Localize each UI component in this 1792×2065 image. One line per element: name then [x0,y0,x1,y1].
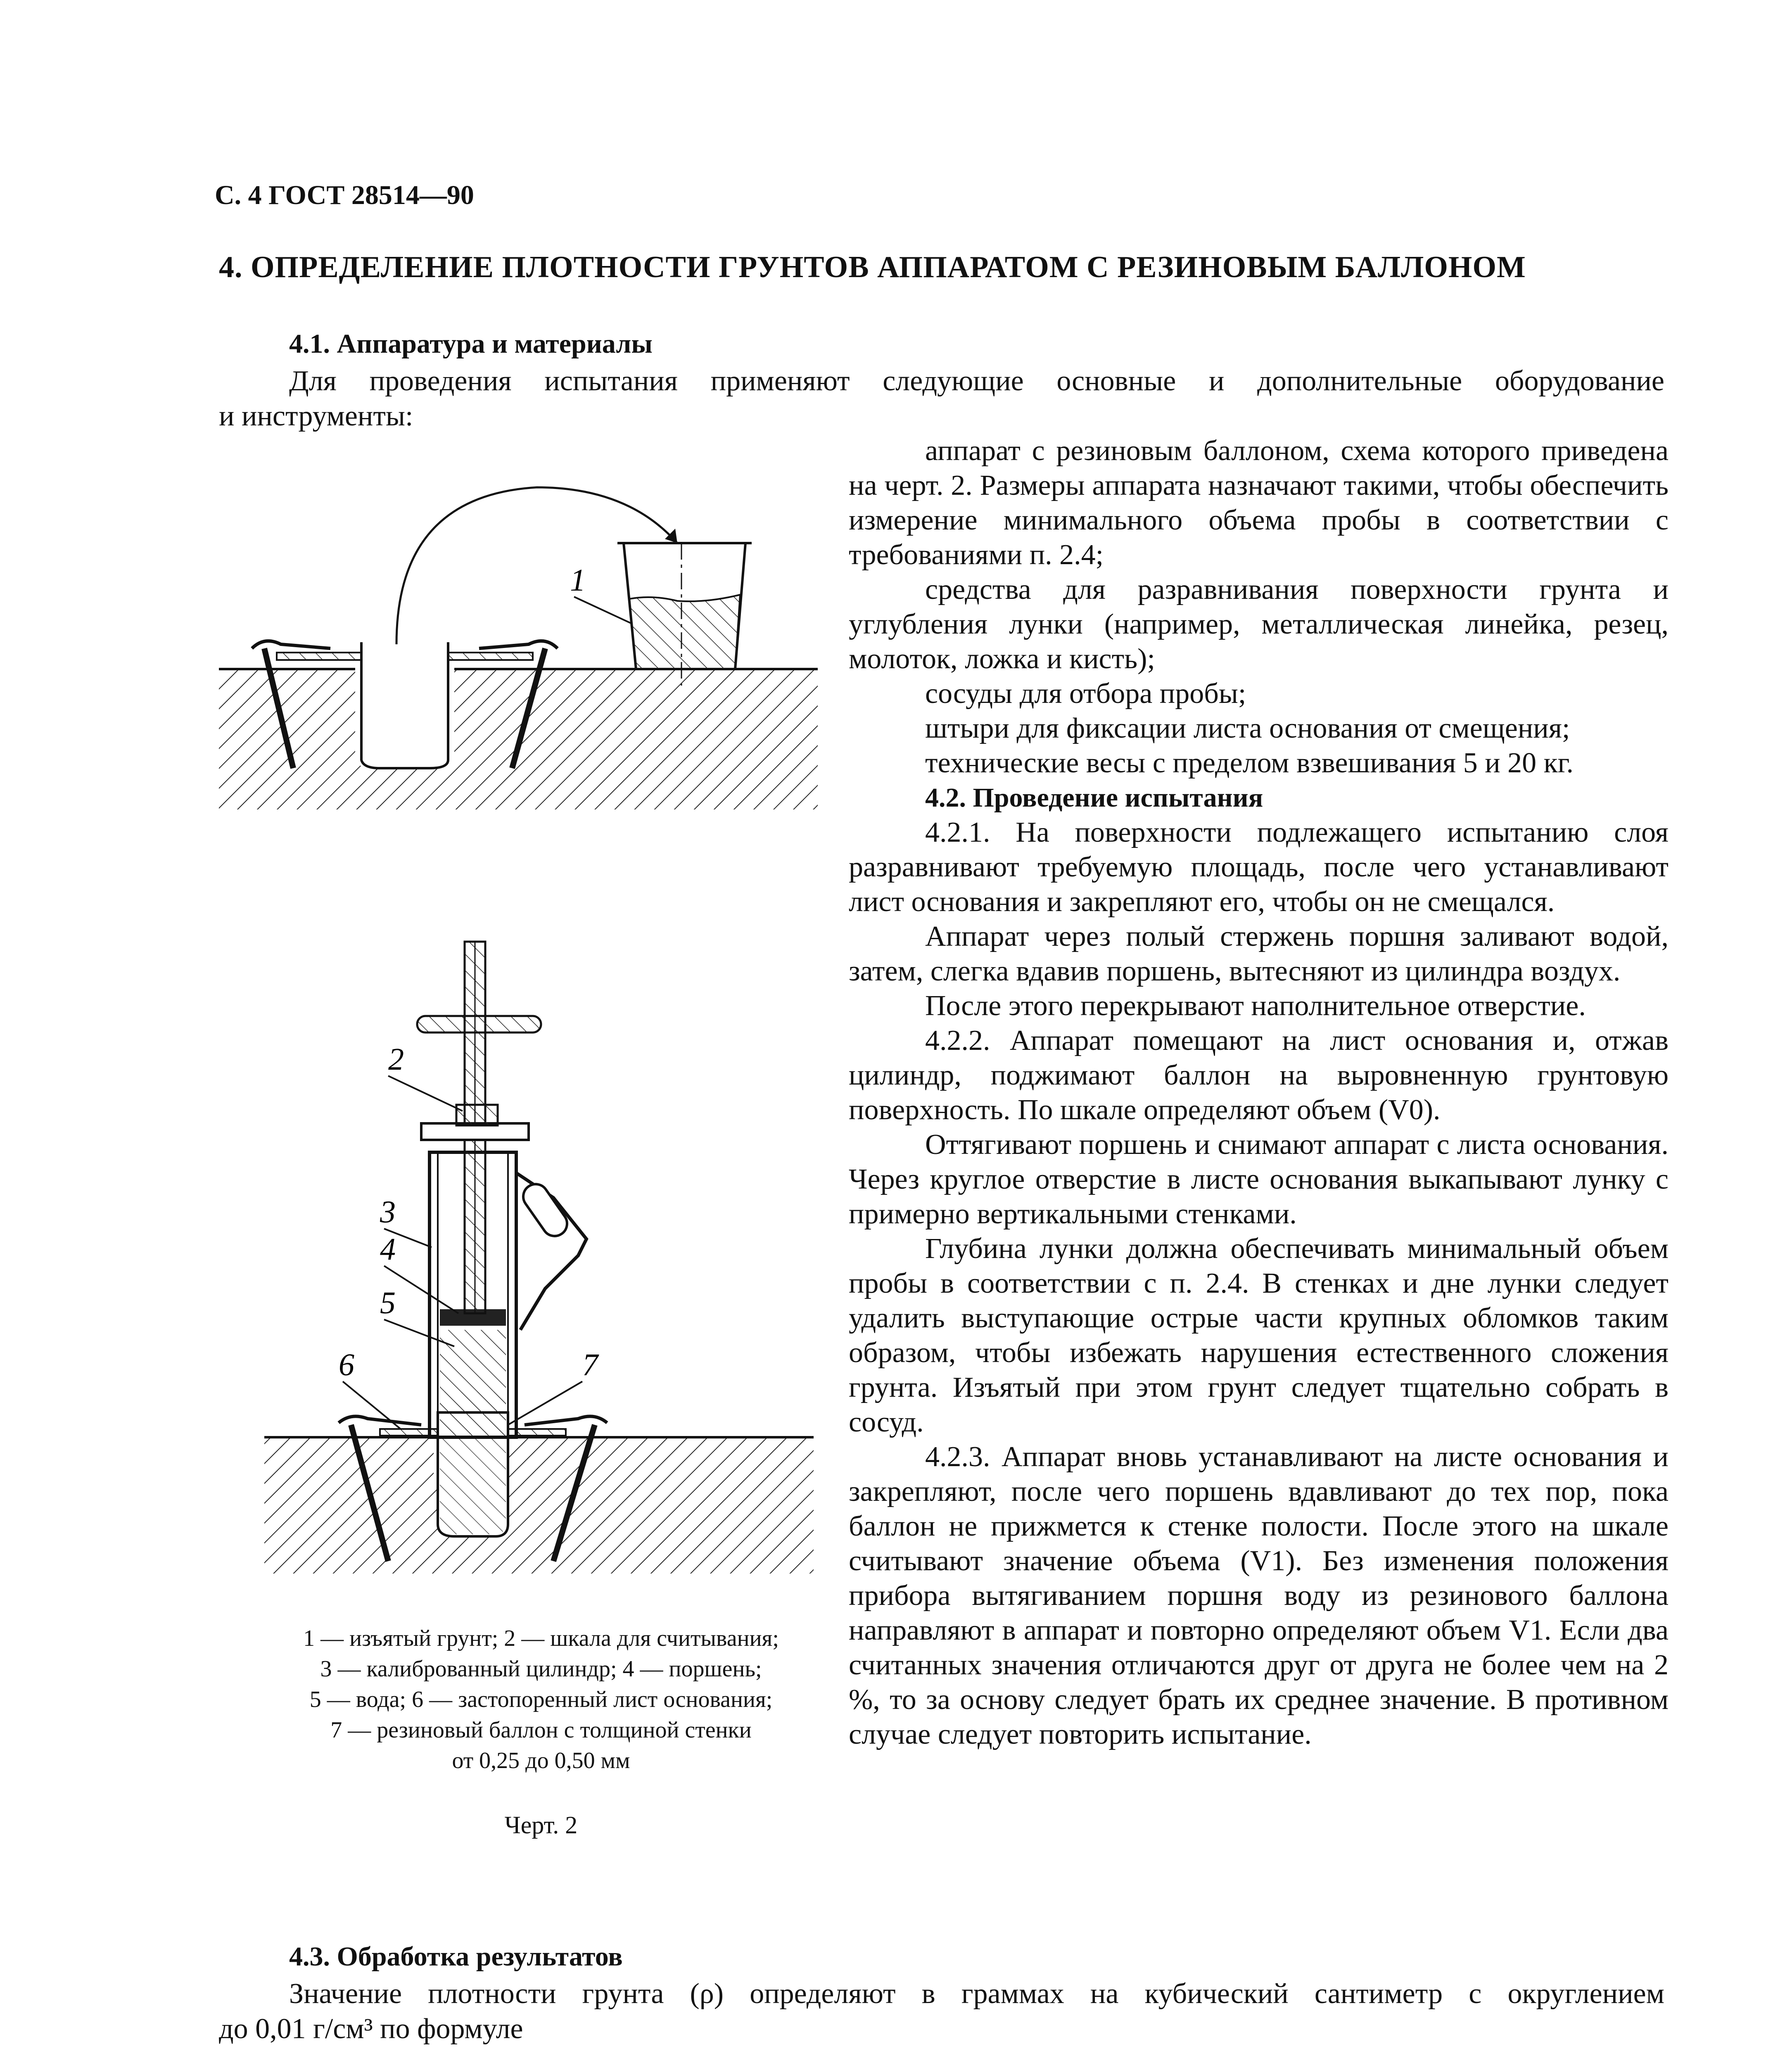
caption-line-2: 3 — калиброванный цилиндр; 4 — поршень; [320,1656,762,1682]
intro-line-1: Для проведения испытания применяют следующие основные и дополнительные оборудование [289,365,1664,397]
s43-line-1: Значение плотности грунта (ρ) определяют в граммах на кубический сантиметр с округлением [289,1978,1664,2010]
subsection-4-3-intro [219,1976,1664,2046]
para-pins: штыри для фиксации листа основания от смещения; [925,712,1570,744]
fig-label-1: 1 [570,563,586,598]
subsection-4-3-title: 4.3. Обработка результатов [289,1942,623,1972]
subsection-4-1-intro [219,363,1664,434]
fig-label-7: 7 [582,1348,598,1382]
para-4-2-3: 4.2.3. Аппарат вновь устанавливают на листе основания и закрепляют, после чего поршень вдавливают до тех пор, пока баллон не прижмется к стенке полости. После этого на шкале считывают значение объема (V1). Без изменения положения прибора вытягиванием поршня воду из резинового баллона направляют в аппарат и повторно определяют объем V1. Если два считанных значения отличаются друг от друга не более чем на 2 %, то за основу следует брать их среднее значение. В противном случае следует повторить испытание. [849,1441,1669,1750]
para-close-hole: После этого перекрывают наполнительное отверстие. [925,990,1586,1022]
caption-line-3: 5 — вода; 6 — застопоренный лист основания; [309,1687,773,1712]
figure-soil-extraction [215,454,822,826]
fig-label-2: 2 [388,1042,404,1077]
para-remove-apparatus: Оттягивают поршень и снимают аппарат с листа основания. Через круглое отверстие в листе основания выкапывают лунку с примерно вертикальными стенками. [849,1129,1669,1230]
page-header: С. 4 ГОСТ 28514—90 [215,180,474,210]
figure-title: Черт. 2 [504,1811,578,1839]
subsection-4-2-title: 4.2. Проведение испытания [925,783,1263,813]
fig-label-5: 5 [380,1286,396,1320]
fig-label-3: 3 [380,1195,396,1230]
para-fill-water: Аппарат через полый стержень поршня заливают водой, затем, слегка вдавив поршень, вытесняют из цилиндра воздух. [849,921,1669,987]
figure-caption [223,1623,859,1776]
para-tools: средства для разравнивания поверхности грунта и углубления лунки (например, металлическая линейка, резец, молоток, ложка и кисть); [849,574,1669,675]
para-scales: технические весы с пределом взвешивания 5 и 20 кг. [925,747,1574,779]
fig-label-4: 4 [380,1232,396,1267]
subsection-4-1-title: 4.1. Аппаратура и материалы [289,329,653,359]
caption-line-1: 1 — изъятый грунт; 2 — шкала для считывания; [303,1626,779,1651]
para-vessels: сосуды для отбора пробы; [925,678,1246,710]
section-title: 4. ОПРЕДЕЛЕНИЕ ПЛОТНОСТИ ГРУНТОВ АППАРАТОМ С РЕЗИНОВЫМ БАЛЛОНОМ [219,250,1526,284]
s43-line-2: до 0,01 г/см³ по формуле [219,2013,523,2045]
caption-line-4: 7 — резиновый баллон с толщиной стенки [330,1717,752,1743]
para-apparatus: аппарат с резиновым баллоном, схема которого приведена на черт. 2. Размеры аппарата назначают такими, чтобы обеспечить измерение минимального объема пробы в соответствии с требованиями п. 2.4; [849,435,1669,571]
para-4-2-1: 4.2.1. На поверхности подлежащего испытанию слоя разравнивают требуемую площадь, после чего устанавливают лист основания и закрепляют его, чтобы он не смещался. [849,817,1669,918]
intro-line-2: и инструменты: [219,400,413,432]
right-column-text [849,434,1669,1752]
para-4-2-2: 4.2.2. Аппарат помещают на лист основания и, отжав цилиндр, поджимают баллон на выровненную грунтовую поверхность. По шкале определяют объем (V0). [849,1025,1669,1126]
caption-line-5: от 0,25 до 0,50 мм [452,1748,630,1773]
fig-label-6: 6 [339,1348,354,1382]
figure-apparatus [215,917,822,1586]
para-hole-depth: Глубина лунки должна обеспечивать минимальный объем пробы в соответствии с п. 2.4. В стенках и дне лунки следует удалить выступающие острые части крупных обломков таким образом, чтобы избежать нарушения естественного сложения грунта. Изъятый при этом грунт следует тщательно собрать в сосуд. [849,1233,1669,1438]
